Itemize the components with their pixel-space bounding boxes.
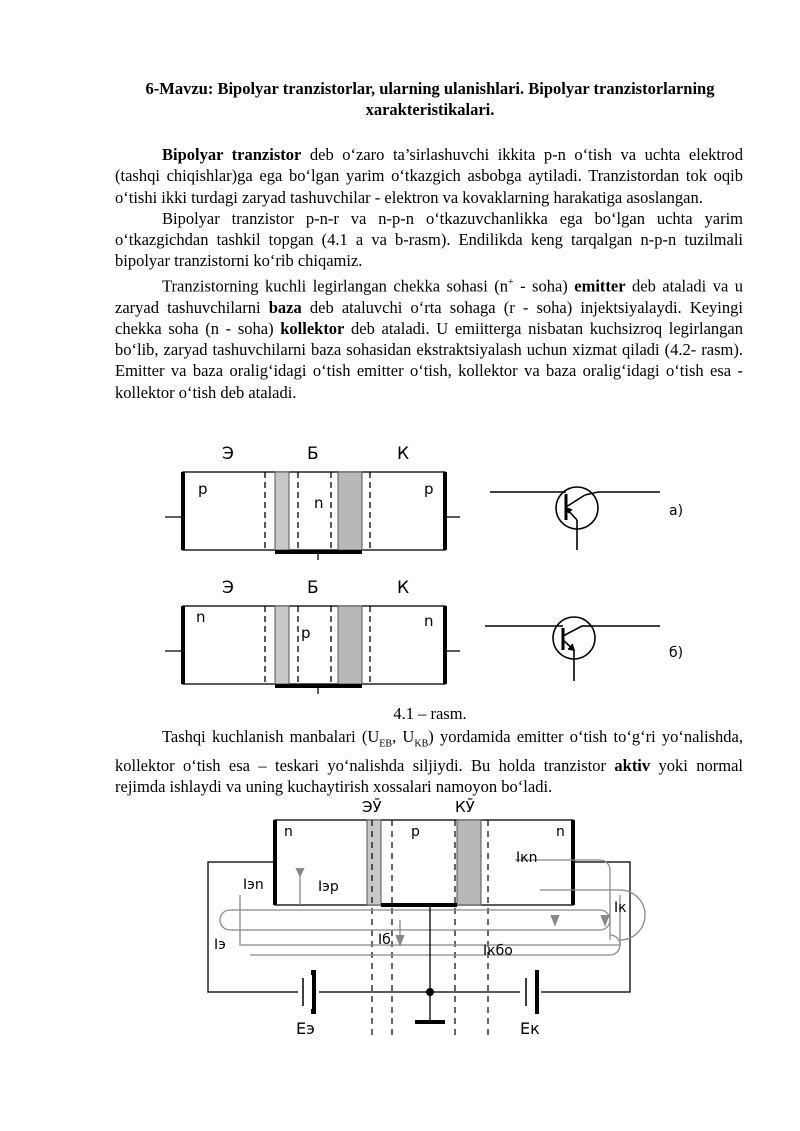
figure-tag-b: б) (669, 645, 684, 661)
label-collector: К (397, 444, 410, 464)
label-current-ikn: Iкn (516, 850, 538, 866)
paragraph-active-mode (115, 726, 743, 797)
label-source-ek: Eк (520, 1019, 540, 1038)
text-run: deb ataladi. U emiitterga nisbatan kuchsizroq legirlangan bo‘lib, zaryad tashuvchilarni baza sohasidan ekstraktsiyalash uchun xizmat qiladi (4.2- rasm). Emitter va baza oralig‘idagi o‘tish emitter o‘tish, kollektor va baza oralig‘idagi o‘tish esa -kollektor o‘tish deb ataladi. (115, 318, 743, 402)
text-run: Tashqi kuchlanish manbalari (U (162, 727, 380, 746)
region-left: p (198, 480, 208, 498)
region-middle: n (314, 494, 324, 512)
label-collector-junction: КӮ (455, 798, 475, 816)
page-title: 6-Mavzu: Bipolyar tranzistorlar, ularning ulanishlari. Bipolyar tranzistorlarning xarakteristikalari. (145, 79, 715, 119)
label-emitter: Э (222, 444, 234, 464)
subscript: KB (414, 738, 429, 750)
label-current-ikbo: Iкбо (483, 943, 513, 959)
figure-4-1-b (165, 578, 683, 694)
region-right: p (424, 480, 434, 498)
text-run: deb ataladi va u zaryad tashuvchilarni (115, 276, 744, 317)
term-active: aktiv (614, 755, 651, 775)
label-current-ien: Iэn (243, 877, 264, 893)
label-emitter-junction: ЭӮ (362, 798, 382, 816)
text-run: - soha) (513, 276, 575, 296)
text-run: , U (392, 727, 415, 746)
term-collector: kollektor (280, 318, 345, 338)
region-right: n (424, 612, 434, 630)
paragraph-structure: Bipolyar tranzistor p-n-r va n-p-n o‘tkazuvchanlikka ega bo‘lgan uchta yarim o‘tkazgichdan tashkil topgan (4.1 a va b-rasm). Endilikda keng tarqalgan n-p-n tuzilmali bipolyar tranzistorni ko‘rib chiqamiz. (115, 208, 743, 271)
term-bipolar-transistor: Bipolyar tranzistor (162, 145, 302, 164)
label-current-ik: Iк (614, 900, 627, 916)
figure-caption: 4.1 – rasm. (393, 704, 467, 723)
region-collector: n (556, 824, 565, 840)
figure-4-2 (208, 798, 645, 1038)
superscript: + (508, 276, 514, 288)
transistor-symbol-npn (485, 617, 660, 681)
region-middle: p (301, 624, 311, 642)
subscript: EB (379, 738, 393, 750)
paragraph-text: deb o‘zaro ta’sirlashuvchi ikkita p-n o‘tish va uchta elektrod (tashqi chiqishlar)ga ega bo‘lgan yarim o‘tkazgich asbobga aytiladi. Tranzistordan tok oqib o‘tishi ikki turdagi zaryad tashuvchilar - elektron va kovaklarning harakatiga asoslangan. (115, 145, 743, 207)
region-left: n (196, 608, 206, 626)
text-run: deb ataluvchi o‘rta sohaga (r - soha) injektsiyalaydi. Keyingi chekka soha (n - soha) (115, 297, 743, 338)
region-emitter: n (284, 824, 293, 840)
label-collector: К (397, 578, 410, 598)
label-emitter: Э (222, 578, 234, 598)
term-base: baza (268, 297, 302, 317)
label-current-ie: Iэ (214, 937, 226, 953)
transistor-symbol-pnp (490, 487, 660, 550)
figure-4-1-a (165, 444, 683, 560)
region-base: p (411, 824, 420, 840)
text-run: Tranzistorning kuchli legirlangan chekka sohasi (n (162, 276, 509, 296)
text-run: yoki normal rejimda ishlaydi va uning kuchaytirish xossalari namoyon bo‘ladi. (115, 755, 743, 796)
figure-tag-a: а) (669, 503, 684, 519)
label-base: Б (307, 444, 319, 464)
term-emitter: emitter (574, 276, 626, 296)
label-source-ee: Eэ (296, 1019, 315, 1038)
text-run: ) yordamida emitter o‘tish to‘g‘ri yo‘nalishda, kollektor o‘tish esa – teskari yo‘nalishda siljiydi. Bu holda tranzistor (115, 727, 743, 775)
label-base: Б (307, 578, 319, 598)
label-current-iep: Iэр (318, 879, 339, 895)
label-current-ib: Iб (378, 932, 391, 948)
